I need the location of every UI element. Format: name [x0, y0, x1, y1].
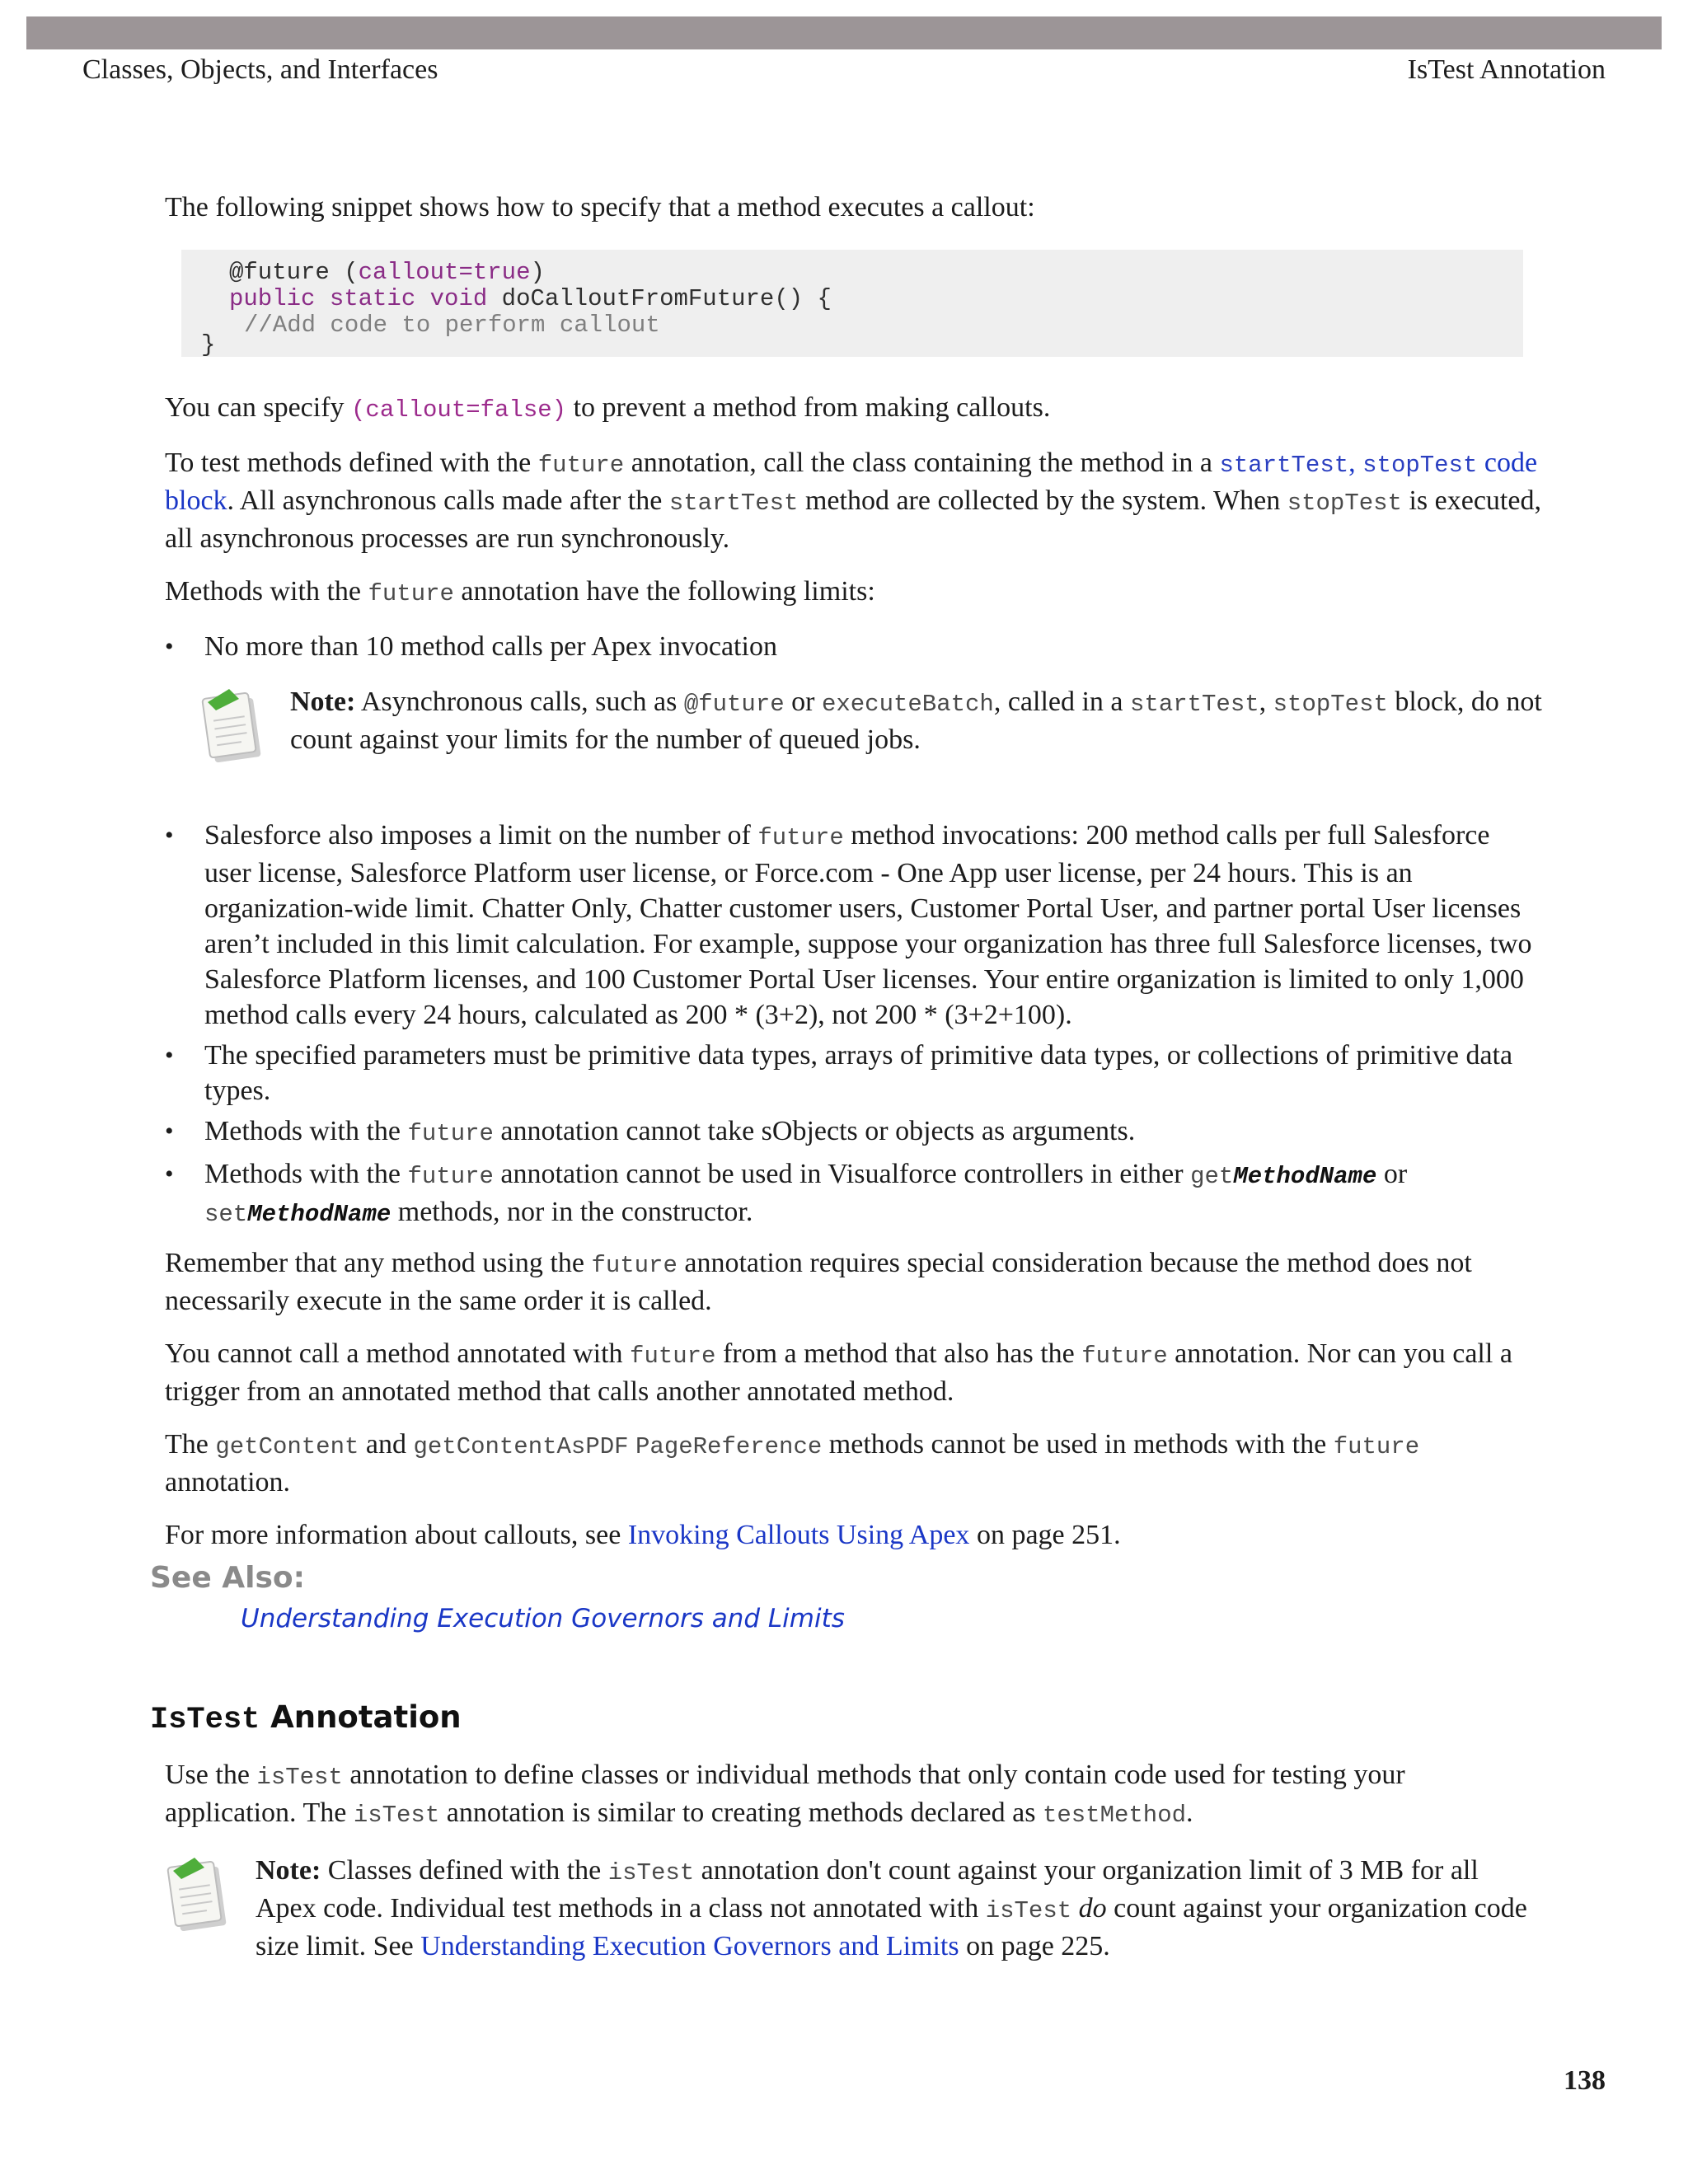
inline-code: future	[407, 1120, 494, 1147]
code-line-2	[229, 286, 832, 312]
code-token: @future (	[229, 259, 359, 286]
link-code[interactable]: stopTest	[1362, 452, 1478, 479]
see-also-heading: See Also:	[150, 1561, 306, 1595]
list-item	[165, 1156, 1543, 1232]
text: annotation have the following limits:	[453, 576, 875, 607]
inline-code: future	[1081, 1343, 1168, 1370]
text: Methods with the	[165, 576, 368, 607]
code-token: callout=true	[358, 259, 531, 286]
text	[629, 1429, 636, 1460]
inline-code: getContent	[215, 1433, 359, 1460]
text: annotation cannot be used in Visualforce controllers in either	[493, 1159, 1191, 1189]
text: annotation requires special consideration because the method does not necessarily execute in the same order it is called.	[165, 1248, 1472, 1316]
text: Methods with the	[204, 1159, 408, 1189]
inline-code: future	[630, 1343, 716, 1370]
code-line-3-comment: //Add code to perform callout	[244, 312, 660, 339]
code-line-1	[229, 260, 545, 286]
text: on page 251.	[969, 1520, 1121, 1550]
section-heading-istest	[150, 1699, 462, 1737]
note-icon	[199, 684, 264, 766]
inline-code: startTest	[668, 490, 799, 517]
limits-list	[165, 629, 1543, 664]
inline-code: (callout=false)	[351, 396, 567, 424]
note-icon	[165, 1853, 229, 1935]
link-code[interactable]: startTest	[1219, 452, 1349, 479]
code-line-4: }	[201, 331, 216, 359]
code-token: )	[530, 259, 545, 286]
code-prefix: get	[1190, 1163, 1234, 1190]
text: annotation.	[165, 1467, 291, 1497]
text: Methods with the	[204, 1116, 408, 1146]
text: Remember that any method using the	[165, 1248, 592, 1278]
remember-paragraph	[165, 1245, 1543, 1319]
text: method invocations: 200 method calls per full Salesforce user license, Salesforce Platform user license, or Force.com - One App user license, per 24 hours. This is an organization-wide limit. Chatter Only, Chatter customer users, Customer Portal User, and partner portal User licenses aren’t included in this limit calculation. For example, suppose your organization has three full Salesforce licenses, two Salesforce Platform licenses, and 100 Customer Portal User licenses. Your entire organization is limited to only 1,000 method calls every 24 hours, calculated as 200 * (3+2), not 200 * (3+2+100).	[204, 820, 1532, 1030]
note-title: Note:	[256, 1855, 321, 1886]
text: , called in a	[993, 687, 1131, 717]
text: Asynchronous calls, such as	[355, 687, 684, 717]
inline-code: isTest	[607, 1859, 695, 1886]
inline-code: future	[407, 1163, 494, 1190]
text: annotation don't count against your organization limit of 3 MB for all Apex code. Individual test methods in a class not annotated with	[256, 1855, 1479, 1924]
text: on page 225.	[959, 1931, 1110, 1961]
getcontent-paragraph	[165, 1427, 1543, 1500]
governors-limits-link[interactable]: Understanding Execution Governors and Limits	[420, 1931, 959, 1961]
inline-code: isTest	[353, 1802, 440, 1829]
link-text[interactable]: code block	[165, 448, 1538, 516]
cannot-call-paragraph	[165, 1336, 1543, 1409]
text: For more information about callouts, see	[165, 1520, 628, 1550]
text: is executed, all asynchronous processes are run synchronously.	[165, 485, 1541, 554]
running-header-section: IsTest Annotation	[1407, 54, 1606, 85]
text: annotation, call the class containing the method in a	[624, 448, 1220, 478]
link-text[interactable]: ,	[1348, 448, 1363, 478]
inline-code: stopTest	[1287, 490, 1402, 517]
note-async-calls	[199, 684, 1543, 775]
text: . All asynchronous calls made after the	[227, 485, 669, 516]
istest-intro-paragraph	[165, 1757, 1543, 1833]
text: Salesforce also imposes a limit on the number of	[204, 820, 758, 851]
text: annotation. Nor can you call a trigger from an annotated method that calls another annotated method.	[165, 1338, 1512, 1407]
text: You can specify	[165, 392, 352, 423]
inline-code: future	[368, 580, 454, 607]
callout-false-paragraph	[165, 390, 1543, 428]
code-keyword: public static void	[229, 285, 488, 312]
note-title: Note:	[290, 687, 356, 717]
text: annotation is similar to creating methods declared as	[439, 1797, 1043, 1828]
inline-code: PageReference	[635, 1433, 823, 1460]
list-item: • No more than 10 method calls per Apex invocation	[165, 629, 1543, 664]
inline-code: future	[757, 824, 844, 851]
heading-text: Annotation	[260, 1699, 462, 1735]
text: and	[359, 1429, 414, 1460]
running-header-chapter: Classes, Objects, and Interfaces	[82, 54, 438, 85]
text: or	[1376, 1159, 1408, 1189]
heading-code: IsTest	[150, 1703, 260, 1737]
istest-section	[165, 1757, 1543, 2007]
text	[1071, 1893, 1079, 1924]
text: annotation cannot take sObjects or objects as arguments.	[493, 1116, 1136, 1146]
text: count against your organization code size limit. See	[256, 1893, 1527, 1961]
code-prefix: set	[204, 1201, 248, 1228]
limits-intro	[165, 574, 1543, 612]
inline-code	[1190, 1163, 1376, 1190]
inline-code: isTest	[985, 1897, 1072, 1924]
top-header-bar	[26, 16, 1662, 49]
inline-code	[204, 1201, 391, 1228]
text: from a method that also has the	[715, 1338, 1082, 1369]
inline-code: getContentAsPDF	[413, 1433, 629, 1460]
text: block, do not count against your limits for the number of queued jobs.	[290, 687, 1542, 755]
inline-code: testMethod	[1042, 1802, 1186, 1829]
text: method are collected by the system. When	[798, 485, 1287, 516]
text: Use the	[165, 1760, 257, 1790]
code-snippet	[181, 250, 1523, 357]
inline-code: future	[1333, 1433, 1420, 1460]
text: Classes defined with the	[321, 1855, 608, 1886]
text: annotation to define classes or individual methods that only contain code used for testing your application. The	[165, 1760, 1405, 1828]
main-content	[165, 190, 1543, 1570]
inline-code: future	[537, 452, 625, 479]
text: To test methods defined with the	[165, 448, 538, 478]
code-placeholder: MethodName	[1233, 1163, 1377, 1190]
list-item	[165, 1113, 1543, 1151]
inline-code: executeBatch	[821, 691, 994, 718]
emphasis-text: do	[1078, 1893, 1107, 1924]
code-token: doCalloutFromFuture() {	[487, 285, 832, 312]
inline-code: @future	[683, 691, 785, 718]
intro-paragraph: The following snippet shows how to specify that a method executes a callout:	[165, 192, 1035, 223]
inline-code: isTest	[256, 1764, 343, 1791]
note-istest-limits	[165, 1853, 1543, 1964]
limits-list-continued	[165, 818, 1543, 1232]
text: methods, nor in the constructor.	[391, 1197, 753, 1227]
test-methods-paragraph	[165, 445, 1543, 556]
text: The	[165, 1429, 216, 1460]
more-info-paragraph	[165, 1517, 1543, 1553]
code-placeholder: MethodName	[247, 1201, 392, 1228]
text: ,	[1259, 687, 1273, 717]
text: or	[784, 687, 822, 717]
inline-code: startTest	[1130, 691, 1259, 718]
text: methods cannot be used in methods with the	[822, 1429, 1334, 1460]
page-number: 138	[1564, 2065, 1606, 2096]
see-also-governors-link[interactable]: Understanding Execution Governors and Limits	[241, 1604, 845, 1633]
text: You cannot call a method annotated with	[165, 1338, 631, 1369]
list-item: • The specified parameters must be primitive data types, arrays of primitive data types, or collections of primitive data types.	[165, 1038, 1543, 1108]
text: .	[1186, 1797, 1193, 1828]
invoking-callouts-link[interactable]: Invoking Callouts Using Apex	[627, 1520, 970, 1550]
inline-code: future	[591, 1252, 678, 1279]
text: to prevent a method from making callouts.	[566, 392, 1051, 423]
list-item	[165, 818, 1543, 1033]
inline-code: stopTest	[1273, 691, 1388, 718]
